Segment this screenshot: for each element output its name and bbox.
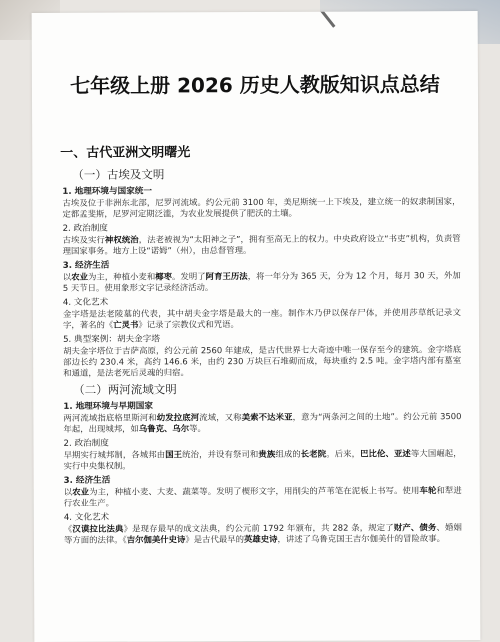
list-item bbox=[64, 511, 462, 546]
item-text: 《汉谟拉比法典》是现存最早的成文法典，约公元前 1792 年颁布，共 282 条，规定了财产、债务、婚姻等方面的法律。《吉尔伽美什史诗》是古代最早的英雄史诗，讲述了乌鲁克国王吉尔伽美什的冒险故事。 bbox=[63, 522, 462, 545]
item-text: 古埃及实行神权统治，法老被视为“太阳神之子”，拥有至高无上的权力。中央政府设立“书吏”机构，负责管理国家事务。地方上设“诺姆”（州），由总督管理。 bbox=[62, 233, 461, 256]
item-title: 3. 经济生活 bbox=[62, 260, 110, 271]
list-item bbox=[63, 222, 461, 257]
item-title: 4. 文化艺术 bbox=[63, 512, 110, 523]
pen-shadow bbox=[290, 11, 336, 28]
list-item bbox=[63, 400, 461, 435]
item-title: 4. 文化艺术 bbox=[62, 297, 109, 308]
item-text: 两河流域指底格里斯河和幼发拉底河流域，又称美索不达米亚，意为“两条河之间的土地”。约公元前 3500 年起，出现城邦，如乌鲁克、乌尔等。 bbox=[63, 411, 462, 434]
list-item bbox=[63, 333, 461, 379]
document-content bbox=[60, 143, 462, 550]
item-text: 金字塔是法老陵墓的代表，其中胡夫金字塔是最大的一座。制作木乃伊以保存尸体，并使用莎草纸记录文字，著名的《亡灵书》记录了宗教仪式和咒语。 bbox=[62, 307, 461, 330]
list-item bbox=[62, 185, 460, 220]
item-text: 以农业为主，种植小麦和椰枣。发明了阿育王历法，将一年分为 365 天，分为 12 个月，每月 30 天，外加 5 天节日。使用象形文字记录经济活动。 bbox=[62, 270, 461, 293]
item-title: 1. 地理环境与早期国家 bbox=[63, 401, 153, 412]
subsection-heading-egypt: （一）古埃及文明 bbox=[72, 167, 165, 182]
item-title: 2. 政治制度 bbox=[63, 438, 109, 449]
item-text: 早期实行城邦制，各城邦由国王统治，并设有祭司和贵族组成的长老院。后来，巴比伦、亚述等大国崛起，实行中央集权制。 bbox=[63, 448, 462, 471]
list-item bbox=[63, 437, 461, 472]
document-page bbox=[32, 11, 481, 642]
list-item bbox=[63, 296, 461, 331]
item-title: 3. 经济生活 bbox=[63, 475, 111, 486]
list-item bbox=[64, 474, 462, 509]
subsection-heading-mesopotamia: （二）两河流域文明 bbox=[73, 382, 177, 397]
item-title: 1. 地理环境与国家统一 bbox=[62, 186, 153, 197]
item-text: 以农业为主，种植小麦、大麦、蔬菜等。发明了楔形文字，用削尖的芦苇笔在泥板上书写。使用车轮和犁进行农业生产。 bbox=[63, 485, 462, 508]
item-title: 2. 政治制度 bbox=[62, 223, 108, 234]
item-text: 胡夫金字塔位于吉萨高原，约公元前 2560 年建成，是古代世界七大奇迹中唯一保存至今的建筑。金字塔底部边长约 230.4 米，高约 146.6 米，由约 230 万块巨石堆砌而成，每块重约 2.5 吨。金字塔内部有墓室和通道，是法老死后灵魂的归宿。 bbox=[63, 344, 462, 378]
item-text: 古埃及位于非洲东北部，尼罗河流域。约公元前 3100 年，美尼斯统一上下埃及，建立统一的奴隶制国家，定都孟斐斯，尼罗河定期泛滥，为农业发展提供了肥沃的土壤。 bbox=[62, 196, 461, 219]
section-heading: 一、古代亚洲文明曙光 bbox=[60, 145, 191, 161]
item-title: 5. 典型案例：胡夫金字塔 bbox=[63, 334, 160, 345]
page-title: 七年级上册 2026 历史人教版知识点总结 bbox=[70, 72, 440, 98]
list-item bbox=[63, 259, 461, 294]
